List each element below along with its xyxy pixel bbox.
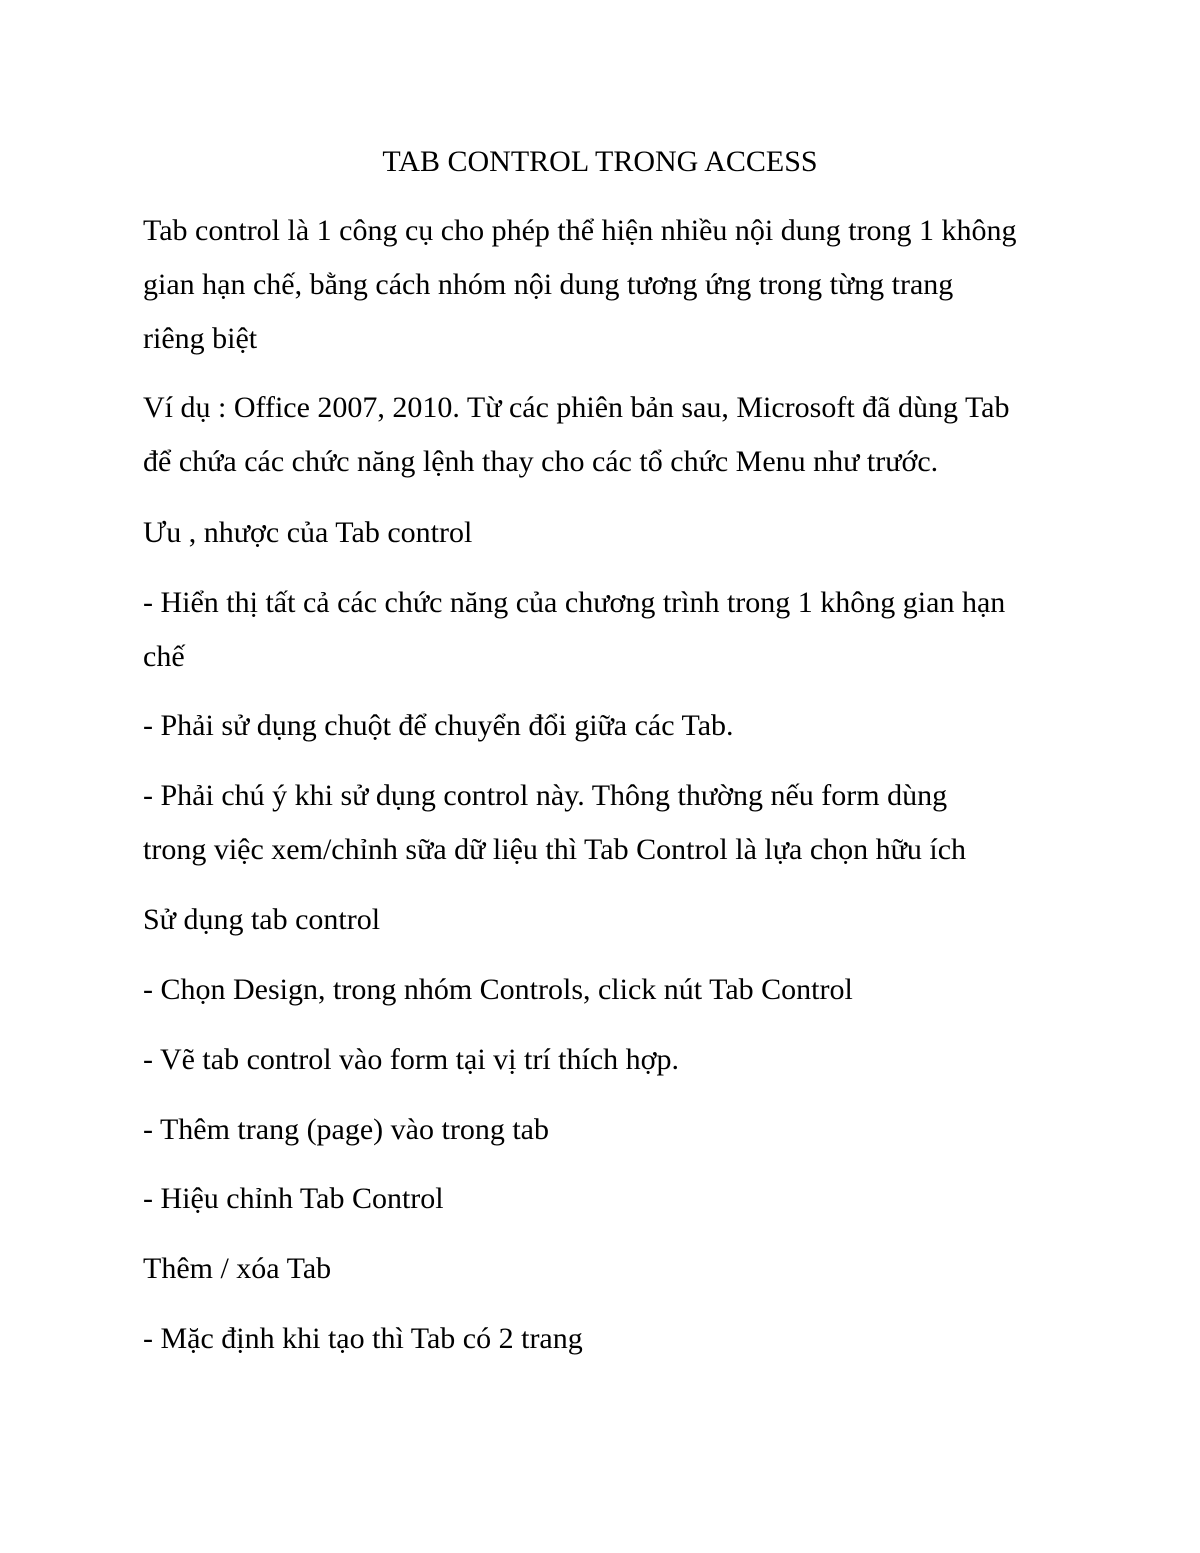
note-default-pages: [143, 1312, 583, 1366]
paragraph-line: Ví dụ : Office 2007, 2010. Từ các phiên bản sau, Microsoft đã dùng Tab: [143, 391, 1010, 424]
step-edit-control: [143, 1172, 444, 1226]
step-draw-control: [143, 1033, 679, 1087]
paragraph-line: - Thêm trang (page) vào trong tab: [143, 1113, 549, 1146]
step-add-page: [143, 1103, 549, 1157]
heading-pros-cons: [143, 506, 472, 560]
paragraph-line: - Hiển thị tất cả các chức năng của chương trình trong 1 không gian hạn: [143, 586, 1006, 619]
paragraph-line: Thêm / xóa Tab: [143, 1252, 332, 1285]
paragraph-line: chế: [143, 640, 185, 673]
paragraph-line: Sử dụng tab control: [143, 903, 381, 936]
bullet-use-mouse: [143, 699, 734, 753]
paragraph-line: trong việc xem/chỉnh sữa dữ liệu thì Tab Control là lựa chọn hữu ích: [143, 833, 967, 866]
paragraph-line: - Chọn Design, trong nhóm Controls, click nút Tab Control: [143, 973, 853, 1006]
paragraph-line: riêng biệt: [143, 322, 258, 355]
paragraph-line: - Mặc định khi tạo thì Tab có 2 trang: [143, 1322, 583, 1355]
paragraph-line: Tab control là 1 công cụ cho phép thể hiện nhiều nội dung trong 1 không: [143, 214, 1017, 247]
step-choose-design: [143, 963, 853, 1017]
paragraph-line: để chứa các chức năng lệnh thay cho các tổ chức Menu như trước.: [143, 445, 939, 478]
paragraph-line: - Phải sử dụng chuột để chuyển đổi giữa các Tab.: [143, 709, 734, 742]
paragraph-line: Ưu , nhược của Tab control: [143, 516, 473, 549]
paragraph-example: [143, 381, 1009, 489]
bullet-show-functions: [143, 576, 1005, 684]
heading-usage: [143, 893, 380, 947]
paragraph-intro: [143, 204, 1017, 366]
paragraph-line: - Phải chú ý khi sử dụng control này. Thông thường nếu form dùng: [143, 779, 948, 812]
heading-add-remove-tab: [143, 1242, 331, 1296]
document-title: TAB CONTROL TRONG ACCESS: [382, 145, 818, 178]
paragraph-line: - Vẽ tab control vào form tại vị trí thích hợp.: [143, 1043, 680, 1076]
bullet-caution: [143, 769, 966, 877]
paragraph-line: - Hiệu chỉnh Tab Control: [143, 1182, 444, 1215]
paragraph-line: gian hạn chế, bằng cách nhóm nội dung tương ứng trong từng trang: [143, 268, 954, 301]
